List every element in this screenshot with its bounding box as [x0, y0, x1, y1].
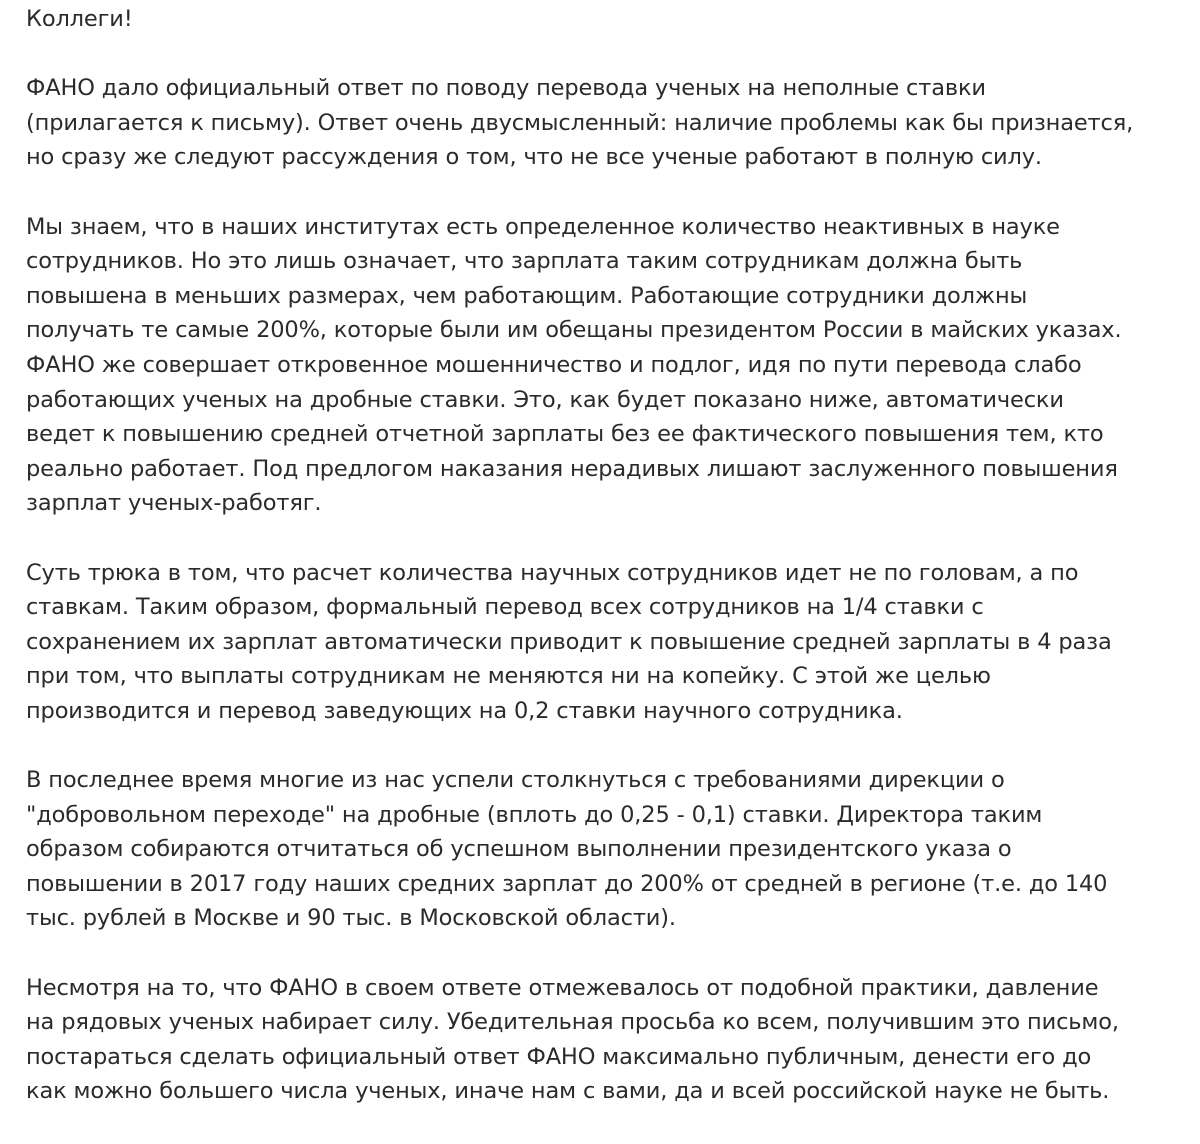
text-line: производится и перевод заведующих на 0,2 ставки научного сотрудника.: [26, 697, 903, 724]
text-line: получать те самые 200%, которые были им обещаны президентом России в майских указах.: [26, 317, 1122, 344]
text-line: ведет к повышению средней отчетной зарплаты без ее фактического повышения тем, кто: [26, 421, 1104, 448]
text-line: реально работает. Под предлогом наказания нерадивых лишают заслуженного повышения: [26, 455, 1118, 482]
paragraph-inactive-staff: [26, 210, 1186, 521]
text-line: при том, что выплаты сотрудникам не меняются ни на копейку. С этой же целью: [26, 663, 991, 690]
text-line: повышении в 2017 году наших средних зарплат до 200% от средней в регионе (т.е. до 140: [26, 870, 1108, 897]
text-line: работающих ученых на дробные ставки. Это, как будет показано ниже, автоматически: [26, 386, 1064, 413]
text-line: Несмотря на то, что ФАНО в своем ответе отмежевалось от подобной практики, давление: [26, 974, 1099, 1001]
text-line: зарплат ученых-работяг.: [26, 490, 322, 517]
text-line: повышена в меньших размерах, чем работающим. Работающие сотрудники должны: [26, 282, 1028, 309]
text-line: "добровольном переходе" на дробные (вплоть до 0,25 - 0,1) ставки. Директора таким: [26, 801, 1043, 828]
text-line: (прилагается к письму). Ответ очень двусмысленный: наличие проблемы как бы признается,: [26, 109, 1134, 136]
text-line: В последнее время многие из нас успели столкнуться с требованиями дирекции о: [26, 767, 1005, 794]
text-line: ставкам. Таким образом, формальный перевод всех сотрудников на 1/4 ставки с: [26, 594, 984, 621]
text-line: как можно большего числа ученых, иначе нам с вами, да и всей российской науке не быть.: [26, 1078, 1110, 1105]
greeting: [26, 2, 1186, 37]
greeting-text: Коллеги!: [26, 6, 133, 32]
letter-body: [26, 0, 1186, 1144]
text-line: но сразу же следуют рассуждения о том, что не все ученые работают в полную силу.: [26, 144, 1042, 171]
text-line: ФАНО же совершает откровенное мошенничество и подлог, идя по пути перевода слабо: [26, 351, 1082, 378]
text-line: сохранением их зарплат автоматически приводит к повышение средней зарплаты в 4 раза: [26, 628, 1112, 655]
paragraph-directors: [26, 763, 1186, 936]
text-line: Суть трюка в том, что расчет количества научных сотрудников идет не по головам, а по: [26, 559, 1079, 586]
text-line: сотрудников. Но это лишь означает, что зарплата таким сотрудникам должна быть: [26, 248, 1023, 275]
text-line: ФАНО дало официальный ответ по поводу перевода ученых на неполные ставки: [26, 75, 986, 102]
text-line: образом собираются отчитаться об успешном выполнении президентского указа о: [26, 836, 1012, 863]
text-line: на рядовых ученых набирает силу. Убедительная просьба ко всем, получившим это письмо,: [26, 1009, 1119, 1036]
paragraph-trick: [26, 556, 1186, 729]
text-line: постараться сделать официальный ответ ФАНО максимально публичным, денести его до: [26, 1043, 1092, 1070]
paragraph-fano-answer: [26, 71, 1186, 175]
text-line: тыс. рублей в Москве и 90 тыс. в Московской области).: [26, 905, 676, 932]
text-line: Мы знаем, что в наших институтах есть определенное количество неактивных в науке: [26, 213, 1060, 240]
paragraph-request: [26, 971, 1186, 1109]
